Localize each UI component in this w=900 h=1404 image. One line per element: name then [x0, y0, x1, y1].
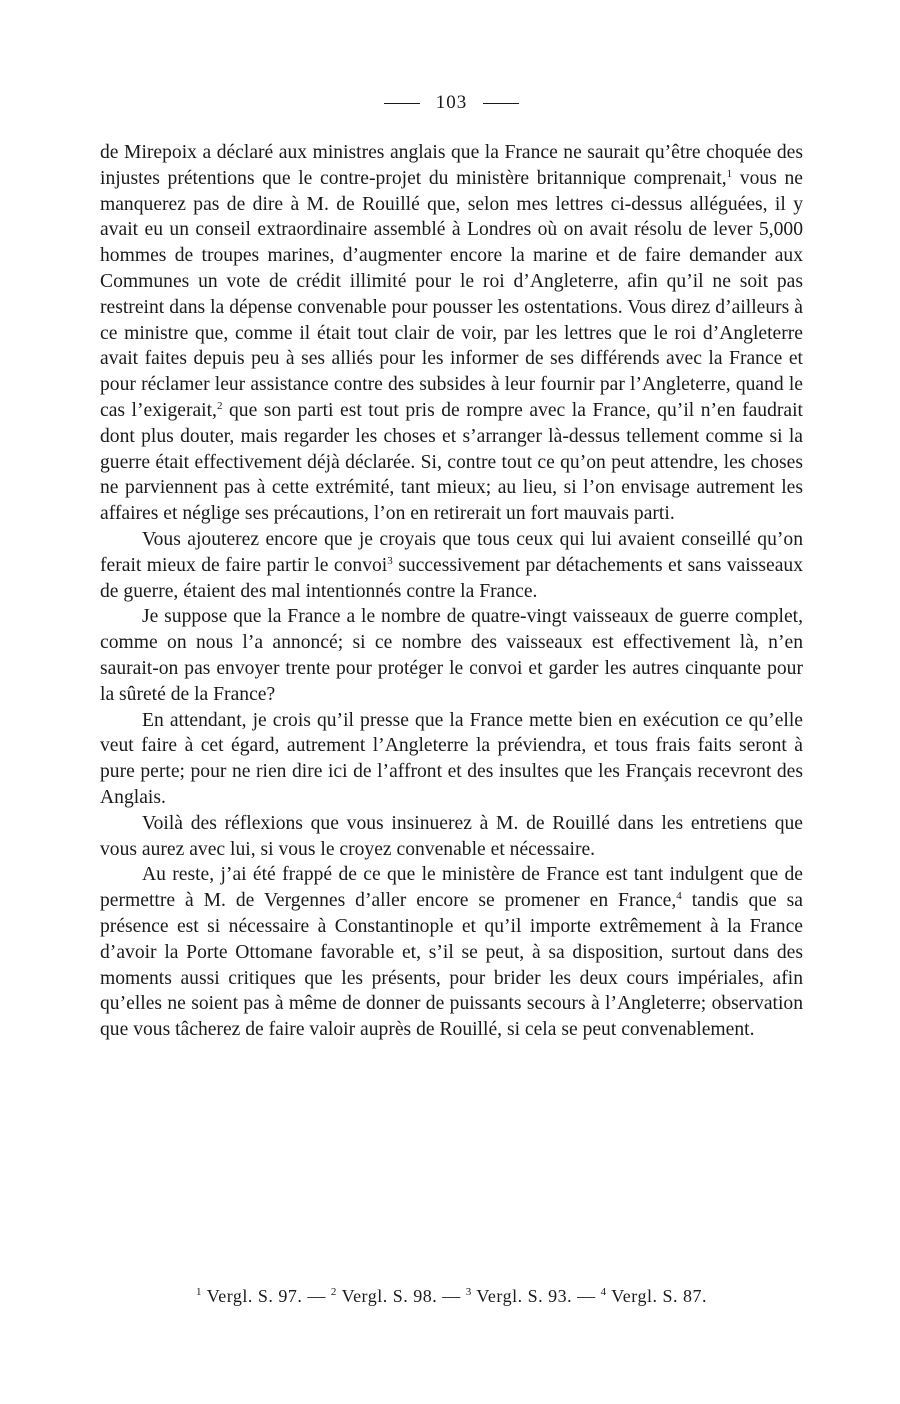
footnote-ref: 3 — [387, 554, 393, 567]
paragraph-text: que son parti est tout pris de rompre avec la France, qu’il n’en faudrait dont plus douter, mais regarder les choses et s’arranger là-dessus tellement comme si la guerre était effectivement déjà déclarée. Si, contre tout ce qu’on peut attendre, les choses ne parviennent pas à cette extrémité, tant mieux; au lieu, si l’on envisage autrement les affaires et néglige ses précautions, l’on en retirerait un fort mauvais parti. — [100, 399, 804, 525]
document-page — [100, 0, 803, 1404]
body-text — [100, 140, 803, 1043]
footnotes — [100, 1286, 803, 1307]
footnote-ref: 2 — [216, 399, 223, 412]
paragraph-text: de Mirepoix a déclaré aux ministres anglais que la France ne saurait qu’être choquée des injustes prétentions que le contre-projet du ministère britannique comprenait, — [100, 142, 803, 189]
footnote-text: Vergl. S. 97. — — [202, 1286, 331, 1306]
header-rule-left — [384, 103, 420, 104]
paragraph-3 — [100, 604, 803, 707]
footnote-ref: 4 — [676, 890, 682, 903]
paragraph-2 — [100, 527, 803, 604]
paragraph-text: Au reste, j’ai été frappé de ce que le ministère de France est tant indulgent que de permettre à M. de Vergennes d’aller encore se promener en France, — [100, 864, 803, 912]
paragraph-text: successivement par détachements et sans vaisseaux de guerre, étaient des mal intentionnés contre la France. — [100, 554, 803, 602]
page-number: 103 — [435, 92, 468, 113]
header-rule-right — [483, 103, 519, 104]
paragraph-1 — [100, 140, 803, 527]
paragraph-text: Vous ajouterez encore que je croyais que tous ceux qui lui avaient conseillé qu’on ferait mieux de faire partir le convoi — [100, 528, 803, 576]
paragraph-6 — [100, 862, 803, 1043]
paragraph-text: Je suppose que la France a le nombre de quatre-vingt vaisseaux de guerre complet, comme on nous l’a annoncé; si ce nombre des vaisseaux est effectivement là, n’en saurait-on pas envoyer trente pour protéger le convoi et garder les autres cinquante pour la sûreté de la France? — [100, 606, 803, 705]
footnote-text: Vergl. S. 98. — — [336, 1286, 466, 1306]
footnote-text: Vergl. S. 93. — — [471, 1286, 601, 1306]
paragraph-5 — [100, 811, 803, 863]
paragraph-text: vous ne manquerez pas de dire à M. de Rouillé que, selon mes lettres ci-dessus alléguées, il y avait eu un conseil extraordinaire assemblé à Londres où on avait résolu de lever 5,000 hommes de troupes marines, d’augmenter encore la marine et de faire demander aux Communes un vote de crédit illimité pour le roi d’Angleterre, afin qu’il ne soit pas restreint dans la dépense convenable pour pousser les ostentations. Vous direz d’ailleurs à ce ministre que, comme il était tout clair de voir, par les lettres que le roi d’Angleterre avait faites depuis peu à ses alliés pour les informer de ses différends avec la France et pour réclamer leur assistance contre des subsides à leur fournir par l’Angleterre, quand le cas l’exigerait, — [100, 167, 803, 421]
footnote-mark: 1 — [196, 1286, 203, 1298]
footnote-mark: 2 — [330, 1286, 337, 1298]
footnote-mark: 3 — [465, 1286, 472, 1298]
footnote-text: Vergl. S. 87. — [606, 1286, 707, 1306]
footnote-mark: 4 — [600, 1286, 607, 1298]
page-header — [100, 92, 803, 114]
paragraph-4 — [100, 708, 803, 811]
paragraph-text: En attendant, je crois qu’il presse que la France mette bien en exécution ce qu’elle veut faire à cet égard, autrement l’Angleterre la préviendra, et tous frais faits seront à pure perte; pour ne rien dire ici de l’affront et des insultes que les Français recevront des Anglais. — [100, 709, 803, 808]
paragraph-text: tandis que sa présence est si nécessaire à Constantinople et qu’il importe extrêmement à la France d’avoir la Porte Ottomane favorable et, s’il se peut, à sa disposition, surtout dans des moments aussi critiques que les présents, pour brider les deux cours impériales, afin qu’elles ne soient pas à même de donner de puissants secours à l’Angleterre; observation que vous tâcherez de faire valoir auprès de Rouillé, si cela se peut convenablement. — [100, 890, 803, 1041]
footnote-ref: 1 — [726, 167, 733, 180]
paragraph-text: Voilà des réflexions que vous insinuerez à M. de Rouillé dans les entretiens que vous aurez avec lui, si vous le croyez convenable et nécessaire. — [100, 812, 803, 860]
